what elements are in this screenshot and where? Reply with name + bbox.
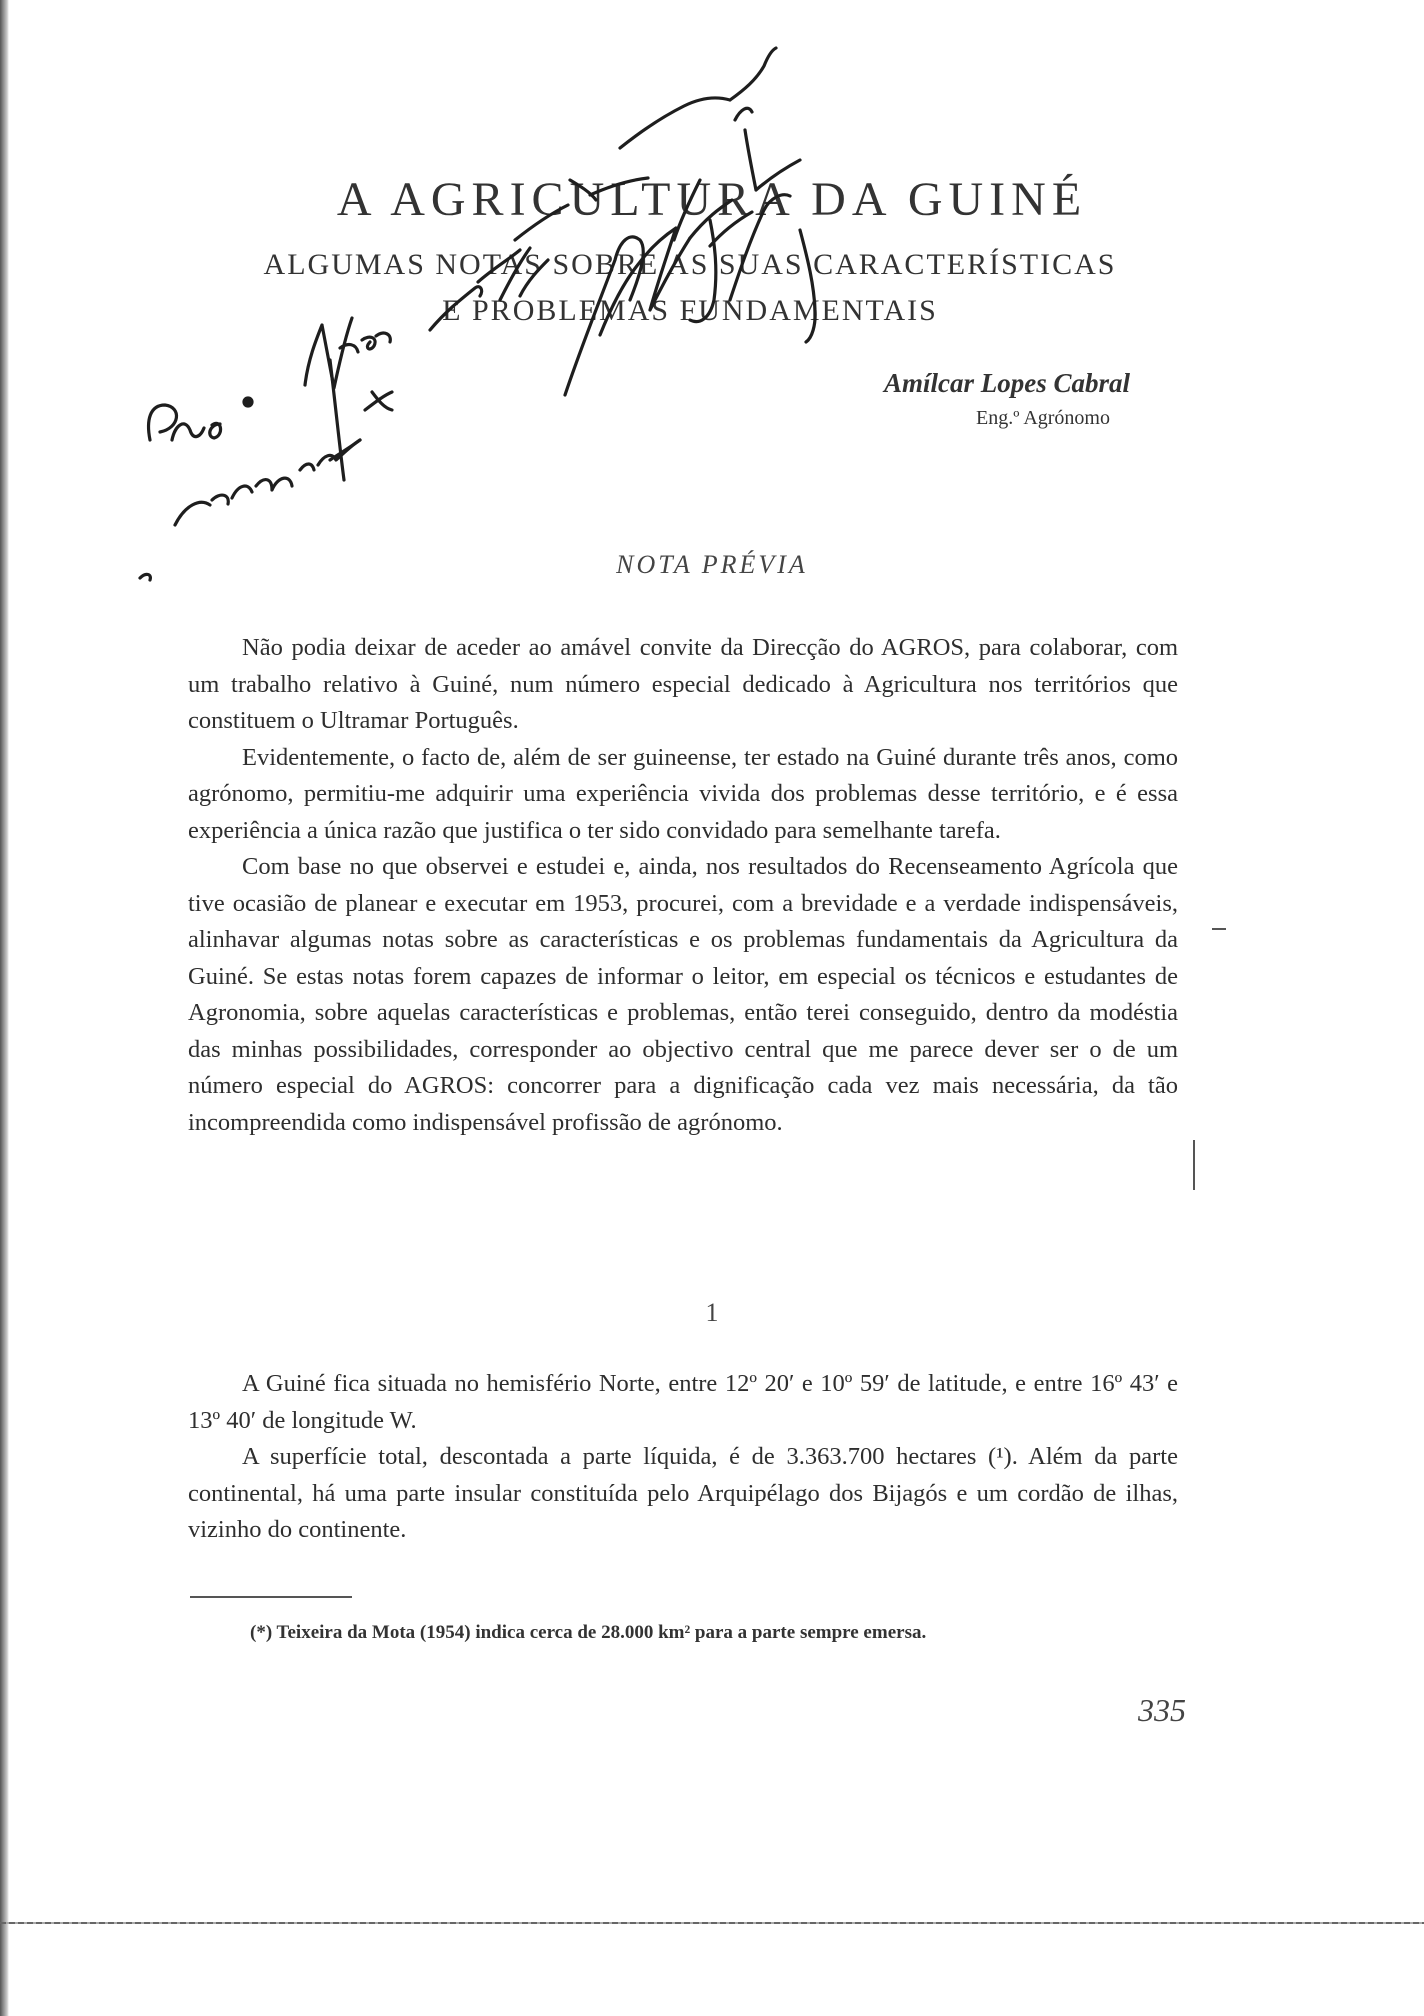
article-title: A AGRICULTURA DA GUINÉ	[336, 173, 1088, 226]
paragraph: Não podia deixar de aceder ao amável convite da Direcção do AGROS, para colaborar, com um trabalho relativo à Guiné, num número especial dedicado à Agricultura nos territórios que constituem o Ultramar Português.	[188, 634, 1178, 734]
margin-mark	[1212, 928, 1226, 930]
section-1-body	[188, 1366, 1178, 1549]
author-role: Eng.º Agrónomo	[976, 407, 1110, 429]
paragraph: Com base no que observei e estudei e, ainda, nos resultados do Recenseamento Agrícola que tive ocasião de planear e executar em 1953, procurei, com a brevidade e a verdade indispensáveis, alinhavar algumas notas sobre as características e os problemas fundamentais da Agricultura da Guiné. Se estas notas forem capazes de informar o leitor, em especial os técnicos e estudantes de Agronomia, sobre aquelas características e problemas, então terei conseguido, dentro da modéstia das minhas possibilidades, corresponder ao objectivo central que me parece dever ser o de um número especial do AGROS: concorrer para a dignificação cada vez mais necessária, da tão incompreendida como indispensável profissão de agrónomo.	[188, 853, 1178, 1136]
article-subtitle-line-2: E PROBLEMAS FUNDAMENTAIS	[442, 294, 938, 327]
paragraph: Evidentemente, o facto de, além de ser guineense, ter estado na Guiné durante três anos, como agrónomo, permitiu-me adquirir uma experiência vivida dos problemas desse território, e é essa experiência a única razão que justifica o ter sido convidado para semelhante tarefa.	[188, 743, 1178, 844]
article-subtitle-line-1: ALGUMAS NOTAS SOBRE AS SUAS CARACTERÍSTICAS	[263, 248, 1117, 281]
scan-binding-edge	[0, 0, 9, 2016]
margin-mark	[1193, 1140, 1195, 1190]
nota-previa-heading: NOTA PRÉVIA	[616, 550, 808, 579]
scan-bottom-edge	[0, 1922, 1424, 1924]
nota-previa-body	[188, 630, 1178, 1141]
footnote-divider	[190, 1596, 352, 1598]
page-number: 335	[1138, 1692, 1186, 1728]
author-name: Amílcar Lopes Cabral	[883, 368, 1130, 398]
author-block	[884, 368, 1130, 430]
section-number: 1	[705, 1298, 719, 1327]
paragraph: A superfície total, descontada a parte líquida, é de 3.363.700 hectares (¹). Além da parte continental, há uma parte insular constituída pelo Arquipélago dos Bijagós e um cordão de ilhas, vizinho do continente.	[188, 1443, 1178, 1543]
footnote: (*) Teixeira da Mota (1954) indica cerca de 28.000 km² para a parte sempre emersa.	[250, 1622, 927, 1643]
paragraph: A Guiné fica situada no hemisfério Norte, entre 12º 20′ e 10º 59′ de latitude, e entre 16º 43′ e 13º 40′ de longitude W.	[188, 1370, 1178, 1434]
